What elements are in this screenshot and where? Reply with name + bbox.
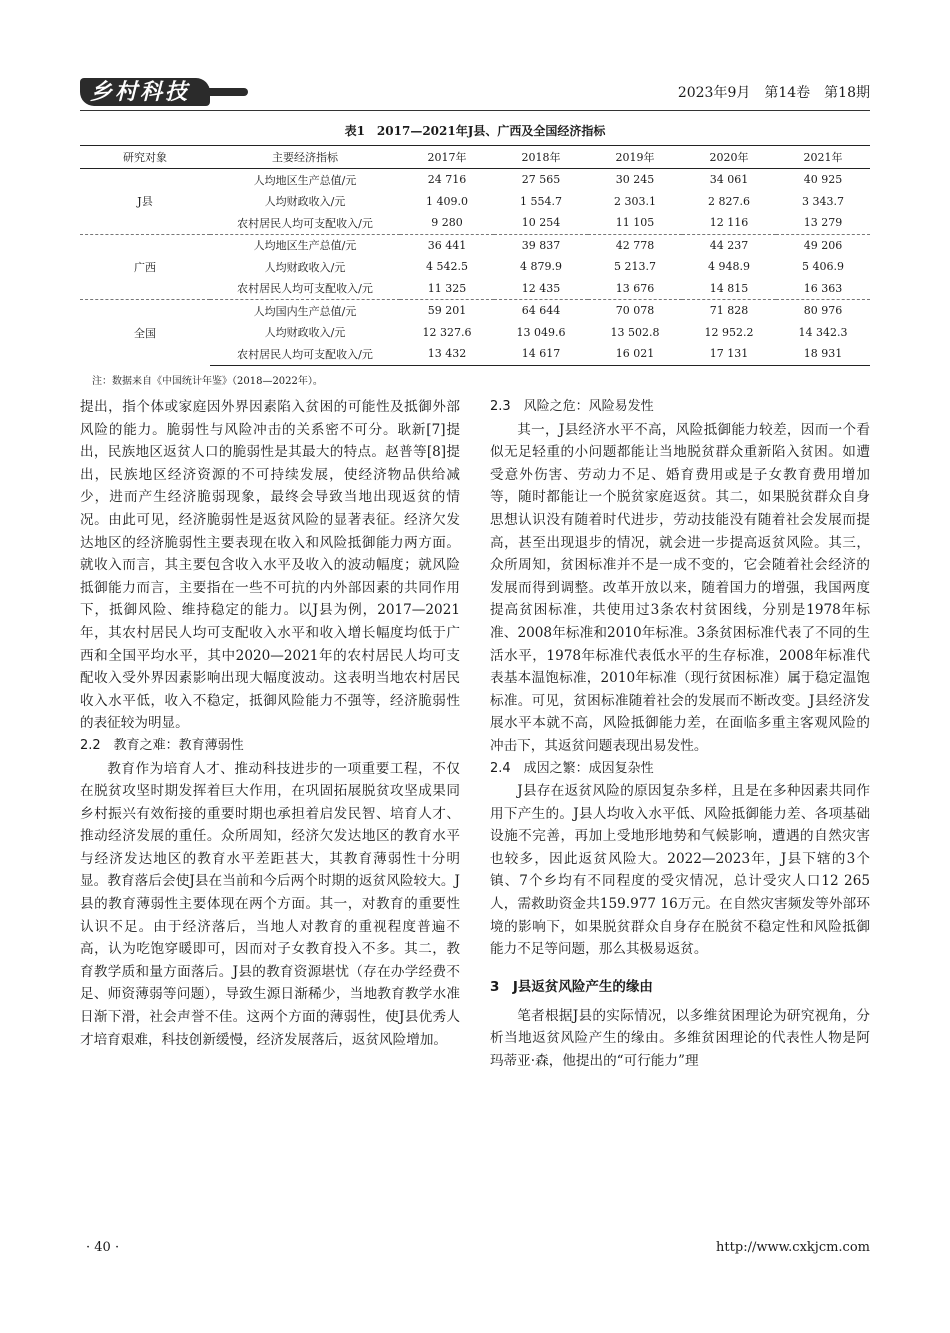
- section-heading-2-4: 2.4 成因之繁：成因复杂性: [490, 760, 654, 776]
- value-cell: 27 565: [521, 173, 561, 187]
- value-cell: 49 206: [776, 234, 870, 256]
- body-paragraph: J县存在返贫风险的原因复杂多样，且是在多种因素共同作用下产生的。J县人均收入水平低、风险抵御能力差、各项基础设施不完善，再加上受地形地势和气候影响，遭遇的自然灾害也较多，因此返贫风险大。2022—2023年，J县下辖的3个镇、7个乡均有不同程度的受灾情况，总计受灾人口12 265人，需救助资金共159.977 16万元。在自然灾害频发等外部环境的影响下，如果脱贫群众自身存在脱贫不稳定性和风险抵御能力不足等问题，那么其极易返贫。: [490, 783, 870, 958]
- value-cell: 16 021: [588, 343, 682, 365]
- value-cell: 17 131: [682, 343, 776, 365]
- table-header-cell: 2020年: [682, 146, 776, 169]
- page-header: [80, 78, 870, 110]
- table-header-cell: 主要经济指标: [210, 146, 400, 169]
- journal-logo: 乡村科技: [80, 78, 210, 106]
- value-cell: 13 049.6: [516, 325, 566, 339]
- indicator-cell: 人均财政收入/元: [264, 326, 346, 340]
- value-cell: 34 061: [709, 173, 749, 187]
- value-cell: 4 948.9: [708, 260, 750, 274]
- value-cell: 39 837: [494, 234, 588, 256]
- value-cell: 5 213.7: [614, 260, 656, 274]
- value-cell: 36 441: [400, 234, 494, 256]
- indicator-cell: 人均财政收入/元: [264, 260, 346, 274]
- value-cell: 13 279: [803, 216, 843, 230]
- indicator-cell: 农村居民人均可支配收入/元: [210, 343, 400, 365]
- right-column: [490, 396, 870, 1073]
- value-cell: 12 327.6: [422, 325, 472, 339]
- economic-indicators-table: [80, 145, 870, 366]
- journal-url: http://www.cxkjcm.com: [716, 1240, 870, 1255]
- value-cell: 71 828: [682, 300, 776, 322]
- table-row: [80, 234, 870, 256]
- value-cell: 59 201: [400, 300, 494, 322]
- value-cell: 13 502.8: [610, 325, 660, 339]
- section-heading-3: 3 J县返贫风险产生的缘由: [490, 978, 653, 995]
- value-cell: 64 644: [494, 300, 588, 322]
- table-row: [80, 300, 870, 322]
- value-cell: 11 105: [615, 216, 655, 230]
- table-header-cell: 2018年: [494, 146, 588, 169]
- table-note: 注：数据来自《中国统计年鉴》（2018—2022年）。: [92, 376, 323, 387]
- value-cell: 2 303.1: [614, 194, 656, 208]
- body-paragraph: 笔者根据J县的实际情况，以多维贫困理论为研究视角，分析当地返贫风险产生的缘由。多维贫困理论的代表性人物是阿玛蒂亚·森，他提出的“可行能力”理: [490, 1007, 870, 1070]
- value-cell: 30 245: [615, 173, 655, 187]
- value-cell: 16 363: [803, 281, 843, 295]
- value-cell: 14 815: [709, 281, 749, 295]
- value-cell: 18 931: [776, 343, 870, 365]
- value-cell: 5 406.9: [802, 260, 844, 274]
- value-cell: 12 952.2: [704, 325, 754, 339]
- group-name: 全国: [80, 300, 210, 366]
- indicator-cell: 人均国内生产总值/元: [210, 300, 400, 322]
- value-cell: 24 716: [427, 173, 467, 187]
- indicator-cell: 农村居民人均可支配收入/元: [237, 282, 373, 296]
- left-column: [80, 396, 460, 1051]
- value-cell: 80 976: [776, 300, 870, 322]
- section-heading-2-3: 2.3 风险之危：风险易发性: [490, 399, 654, 414]
- indicator-cell: 人均地区生产总值/元: [253, 173, 357, 187]
- header-rule: [80, 110, 870, 111]
- value-cell: 10 254: [521, 216, 561, 230]
- issue-info: 2023年9月 第14卷 第18期: [677, 85, 870, 101]
- value-cell: 4 879.9: [520, 260, 562, 274]
- value-cell: 9 280: [431, 216, 463, 230]
- value-cell: 14 342.3: [798, 325, 848, 339]
- value-cell: 12 435: [521, 281, 561, 295]
- table-header-cell: 2019年: [588, 146, 682, 169]
- value-cell: 12 116: [709, 216, 749, 230]
- table-header-cell: 2017年: [400, 146, 494, 169]
- value-cell: 44 237: [682, 234, 776, 256]
- value-cell: 4 542.5: [426, 260, 468, 274]
- value-cell: 42 778: [588, 234, 682, 256]
- value-cell: 2 827.6: [708, 194, 750, 208]
- body-paragraph: 其一，J县经济水平不高，风险抵御能力较差，因而一个看似无足轻重的小问题都能让当地脱贫群众重新陷入贫困。如遭受意外伤害、劳动力不足、婚育费用或是子女教育费用增加等，随时都能让一个脱贫家庭返贫。其二，如果脱贫群众自身思想认识没有随着时代进步，劳动技能没有随着社会发展而提高，甚至出现退步的情况，就会进一步提高返贫风险。其三，众所周知，贫困标准并不是一成不变的，它会随着社会经济的发展而得到调整。改革开放以来，随着国力的增强，我国两度提高贫困标准，共使用过3条农村贫困线，分别是1978年标准、2008年标准和2010年标准。3条贫困标准代表了不同的生活水平，1978年标准代表低水平的生存标准，2008年标准代表基本温饱标准，2010年标准（现行贫困标准）属于稳定温饱标准。可见，贫困标准随着社会的发展而不断改变。J县经济发展水平本就不高，风险抵御能力差，在面临多重主客观风险的冲击下，其返贫问题表现出易发性。: [490, 421, 870, 754]
- value-cell: 13 432: [400, 343, 494, 365]
- value-cell: 40 925: [803, 173, 843, 187]
- value-cell: 1 409.0: [426, 194, 468, 208]
- table-header-cell: 2021年: [776, 146, 870, 169]
- table-title: 表1 2017—2021年J县、广西及全国经济指标: [344, 124, 606, 138]
- body-paragraph: 提出，指个体或家庭因外界因素陷入贫困的可能性及抵御外部风险的能力。脆弱性与风险冲击的关系密不可分。耿新[7]提出，民族地区返贫人口的脆弱性是其最大的特点。赵普等[8]提出，民族地区经济资源的不可持续发展，使经济物品供给减少，进而产生经济脆弱现象，最终会导致当地出现返贫的情况。由此可见，经济脆弱性是返贫风险的显著表征。经济欠发达地区的经济脆弱性主要表现在收入和风险抵御能力两方面。就收入而言，其主要包含收入水平及收入的波动幅度；就风险抵御能力而言，主要指在一些不可抗的内外部因素的共同作用下，抵御风险、维持稳定的能力。以J县为例，2017—2021年，其农村居民人均可支配收入水平和收入增长幅度均低于广西和全国平均水平，其中2020—2021年的农村居民人均可支配收入受外界因素影响出现大幅度波动。这表明当地农村居民收入水平低，收入不稳定，抵御风险能力不强等，经济脆弱性的表征较为明显。: [80, 399, 460, 732]
- table-header-row: [80, 146, 870, 169]
- value-cell: 1 554.7: [520, 194, 562, 208]
- body-paragraph: 教育作为培育人才、推动科技进步的一项重要工程，不仅在脱贫攻坚时期发挥着巨大作用，在巩固拓展脱贫攻坚成果同乡村振兴有效衔接的重要时期也承担着启发民智、培育人才、推动经济发展的重任。众所周知，经济欠发达地区的教育水平与经济发达地区的教育水平差距甚大，其教育薄弱性十分明显。教育落后会使J县在当前和今后两个时期的返贫风险较大。J县的教育薄弱性主要体现在两个方面。其一，对教育的重要性认识不足。由于经济落后，当地人对教育的重视程度普遍不高，认为吃饱穿暖即可，因而对子女教育投入不多。其二，教育教学质和量方面落后。J县的教育资源堪忧（存在办学经费不足、师资薄弱等问题），导致生源日渐稀少，当地教育教学水准日渐下滑，社会声誉不佳。这两个方面的薄弱性，使J县优秀人才培育艰难，科技创新缓慢，经济发展落后，返贫风险增加。: [80, 760, 460, 1048]
- indicator-cell: 人均财政收入/元: [264, 195, 346, 209]
- page-number: · 40 ·: [86, 1240, 120, 1255]
- value-cell: 14 617: [494, 343, 588, 365]
- indicator-cell: 农村居民人均可支配收入/元: [237, 216, 373, 230]
- value-cell: 3 343.7: [802, 194, 844, 208]
- table-header-cell: 研究对象: [80, 146, 210, 169]
- group-name: 广西: [80, 234, 210, 300]
- value-cell: 70 078: [588, 300, 682, 322]
- table-row: [80, 169, 870, 191]
- section-heading-2-2: 2.2 教育之难：教育薄弱性: [80, 737, 244, 753]
- group-name: J县: [137, 195, 153, 209]
- indicator-cell: 人均地区生产总值/元: [210, 234, 400, 256]
- value-cell: 11 325: [427, 281, 467, 295]
- value-cell: 13 676: [615, 281, 655, 295]
